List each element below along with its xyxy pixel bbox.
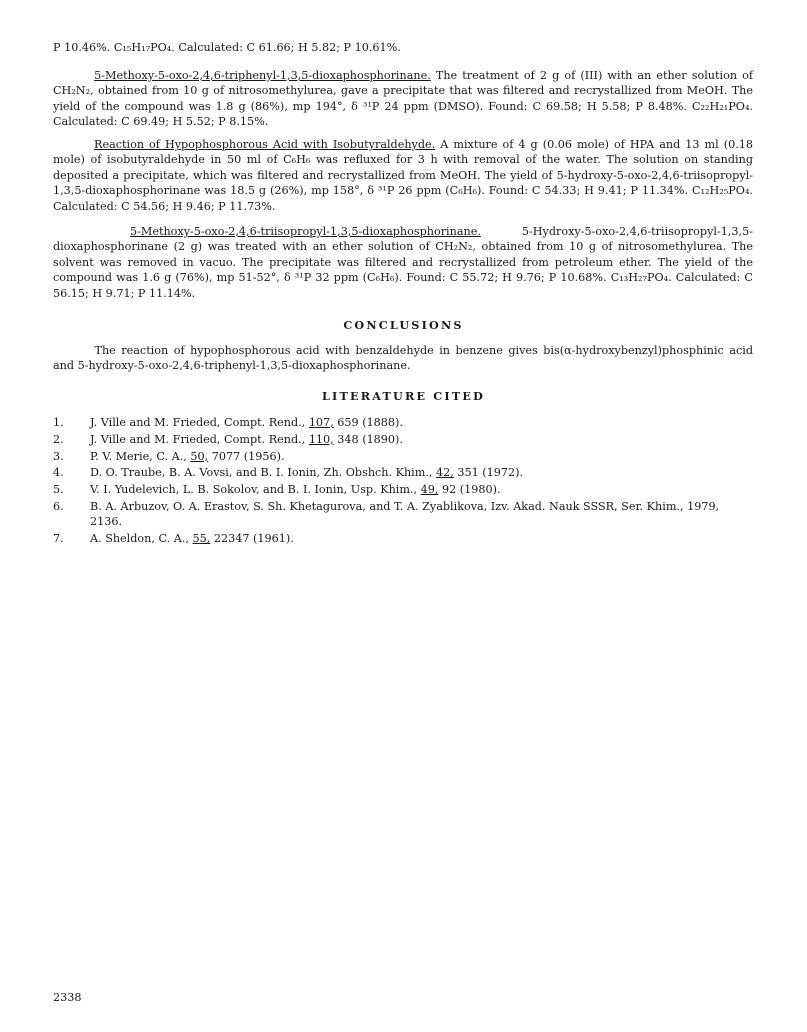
- methoxy-triisopropyl-title: 5-Methoxy-5-oxo-2,4,6-triisopropyl-1,3,5-dioxaphosphorinane.: [129, 225, 481, 238]
- reference-item: 4. D. O. Traube, B. A. Vovsi, and B. I. Ionin, Zh. Obshch. Khim., 42, 351 (1972).: [53, 466, 524, 480]
- methoxy-triphenyl-title: 5-Methoxy-5-oxo-2,4,6-triphenyl-1,3,5-dioxaphosphorinane.: [94, 69, 431, 82]
- analysis-text: P 10.46%. C₁₅H₁₇PO₄. Calculated: C 61.66; H 5.82; P 10.61%.: [53, 41, 401, 54]
- reference-list: [53, 415, 753, 548]
- methoxy-triisopropyl-body: 5-Hydroxy-5-oxo-2,4,6-triisopropyl-1,3,5-dioxaphosphorinane (2 g) was treated with an ether solution of CH₂N₂, obtained from 10 g of nitrosomethylurea. The solvent was removed in vacuo. The precipitate was filtered and recrystallized from petroleum ether. The yield of the compound was 1.6 g (76%), mp 51-52°, δ ³¹P 32 ppm (C₆H₆). Found: C 55.72; H 9.76; P 10.68%. C₁₃H₂₇PO₄. Calculated: C 56.15; H 9.71; P 11.14%.: [53, 225, 753, 300]
- reference-item: 1. J. Ville and M. Frieded, Compt. Rend., 107, 659 (1888).: [53, 416, 403, 429]
- reference-item: 6. B. A. Arbuzov, O. A. Erastov, S. Sh. Khetagurova, and T. A. Zyablikova, Izv. Akad. Nauk SSSR, Ser. Khim., 1979, 2136.: [53, 499, 720, 529]
- conclusions-text: The reaction of hypophosphorous acid with benzaldehyde in benzene gives bis(α-hydroxybenzyl)phosphinic acid and 5-hydroxy-5-oxo-2,4,6-triphenyl-1,3,5-dioxaphosphorinane.: [53, 344, 753, 373]
- page-number: 2338: [53, 991, 82, 1004]
- isobutyraldehyde-body: A mixture of 4 g (0.06 mole) of HPA and 13 ml (0.18 mole) of isobutyraldehyde in 50 ml of C₆H₆ was refluxed for 3 h with removal of the water. The solution on standing deposited a precipitate, which was filtered and recrystallized from MeOH. The yield of 5-hydroxy-5-oxo-2,4,6-triisopropyl-1,3,5-dioxaphosphorinane was 18.5 g (26%), mp 158°, δ ³¹P 26 ppm (C₆H₆). Found: C 54.33; H 9.41; P 11.34%. C₁₂H₂₅PO₄. Calculated: C 54.56; H 9.46; P 11.73%.: [53, 138, 753, 213]
- conclusions-heading: CONCLUSIONS: [343, 318, 464, 332]
- reference-item: 5. V. I. Yudelevich, L. B. Sokolov, and B. I. Ionin, Usp. Khim., 49, 92 (1980).: [53, 483, 501, 497]
- reference-item: 3. P. V. Merie, C. A., 50, 7077 (1956).: [53, 449, 285, 463]
- isobutyraldehyde-paragraph: [53, 137, 753, 214]
- analysis-line: [53, 40, 753, 55]
- literature-heading: LITERATURE CITED: [321, 389, 485, 403]
- isobutyraldehyde-title: Reaction of Hypophosphorous Acid with Isobutyraldehyde.: [94, 138, 436, 151]
- methoxy-triphenyl-paragraph: [53, 68, 753, 130]
- reference-item: 2. J. Ville and M. Frieded, Compt. Rend., 110, 348 (1890).: [53, 432, 403, 446]
- methoxy-triphenyl-body: The treatment of 2 g of (III) with an ether solution of CH₂N₂, obtained from 10 g of nitrosomethylurea, gave a precipitate that was filtered and recrystallized from MeOH. The yield of the compound was 1.8 g (86%), mp 194°, δ ³¹P 24 ppm (DMSO). Found: C 69.58; H 5.58; P 8.48%. C₂₂H₂₁PO₄. Calculated: C 69.49; H 5.52; P 8.15%.: [53, 69, 753, 129]
- methoxy-triisopropyl-paragraph: [53, 224, 753, 301]
- conclusions-paragraph: [53, 343, 753, 374]
- reference-item: 7. A. Sheldon, C. A., 55, 22347 (1961).: [53, 532, 294, 546]
